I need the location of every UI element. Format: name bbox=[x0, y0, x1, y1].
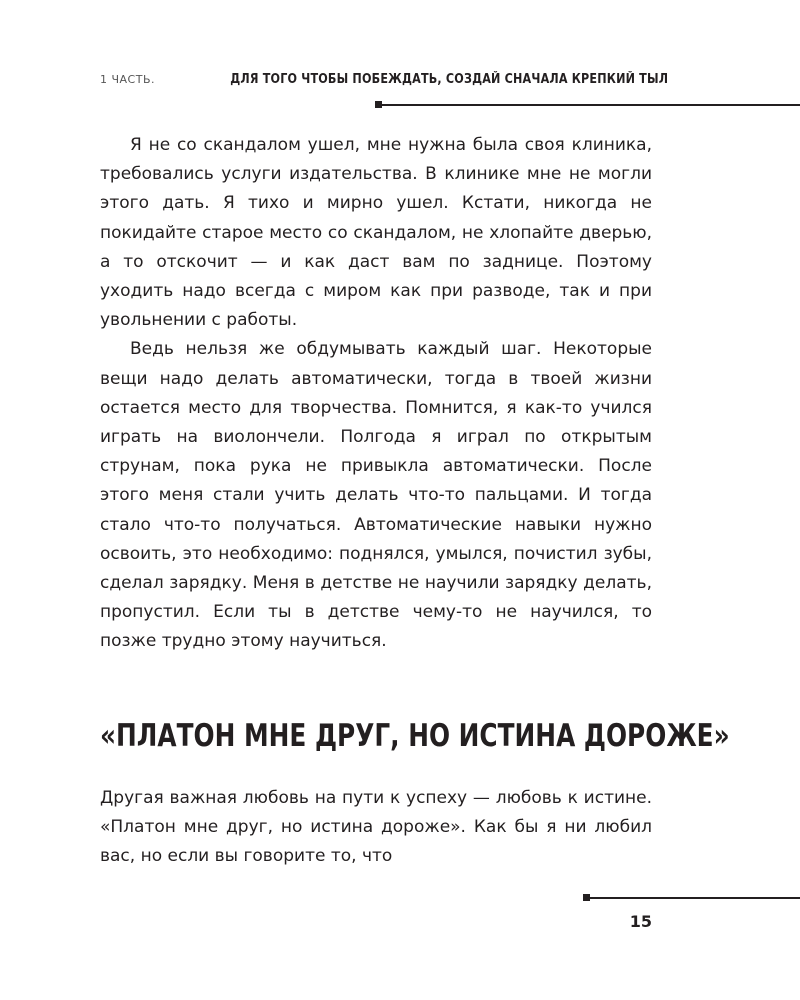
paragraph-2: Ведь нельзя же обдумывать каждый шаг. Некоторые вещи надо делать автоматически, тогда в твоей жизни остается место для творчества. Помнится, я как-то учился играть на виолончели. Полгода я играл по открытым струнам, пока рука не привыкла автоматически. После этого меня стали учить делать что-то пальцами. И тогда стало что-то получаться. Автоматические навыки нужно освоить, это необходимо: поднялся, умылся, почистил зубы, сделал зарядку. Меня в детстве не научили зарядку делать, пропустил. Если ты в детстве чему-то не научился, то позже трудно этому научиться. bbox=[100, 339, 652, 652]
section-body-text bbox=[100, 784, 652, 872]
running-head-part: 1 ЧАСТЬ. bbox=[100, 73, 156, 86]
section-paragraph: Другая важная любовь на пути к успеху — любовь к истине. «Платон мне друг, но истина дороже». Как бы я ни любил вас, но если вы говорите то, что bbox=[100, 788, 652, 867]
header-rule-marker bbox=[375, 101, 382, 108]
footer-rule-marker bbox=[583, 894, 590, 901]
page-number: 15 bbox=[629, 912, 652, 931]
footer-rule bbox=[586, 897, 800, 899]
header-rule bbox=[378, 104, 800, 106]
paragraph-1: Я не со скандалом ушел, мне нужна была своя клиника, требовались услуги издательства. В клинике мне не могли этого дать. Я тихо и мирно ушел. Кстати, никогда не покидайте старое место со скандалом, не хлопайте дверью, а то отскочит — и как даст вам по заднице. Поэтому уходить надо всегда с миром как при разводе, так и при увольнении с работы. bbox=[100, 135, 652, 331]
body-text-block bbox=[100, 131, 652, 657]
section-heading: «ПЛАТОН МНЕ ДРУГ, НО ИСТИНА ДОРОЖЕ» bbox=[100, 718, 730, 754]
running-head bbox=[100, 72, 669, 87]
running-head-title: ДЛЯ ТОГО ЧТОБЫ ПОБЕЖДАТЬ, СОЗДАЙ СНАЧАЛА КРЕПКИЙ ТЫЛ bbox=[230, 72, 669, 87]
